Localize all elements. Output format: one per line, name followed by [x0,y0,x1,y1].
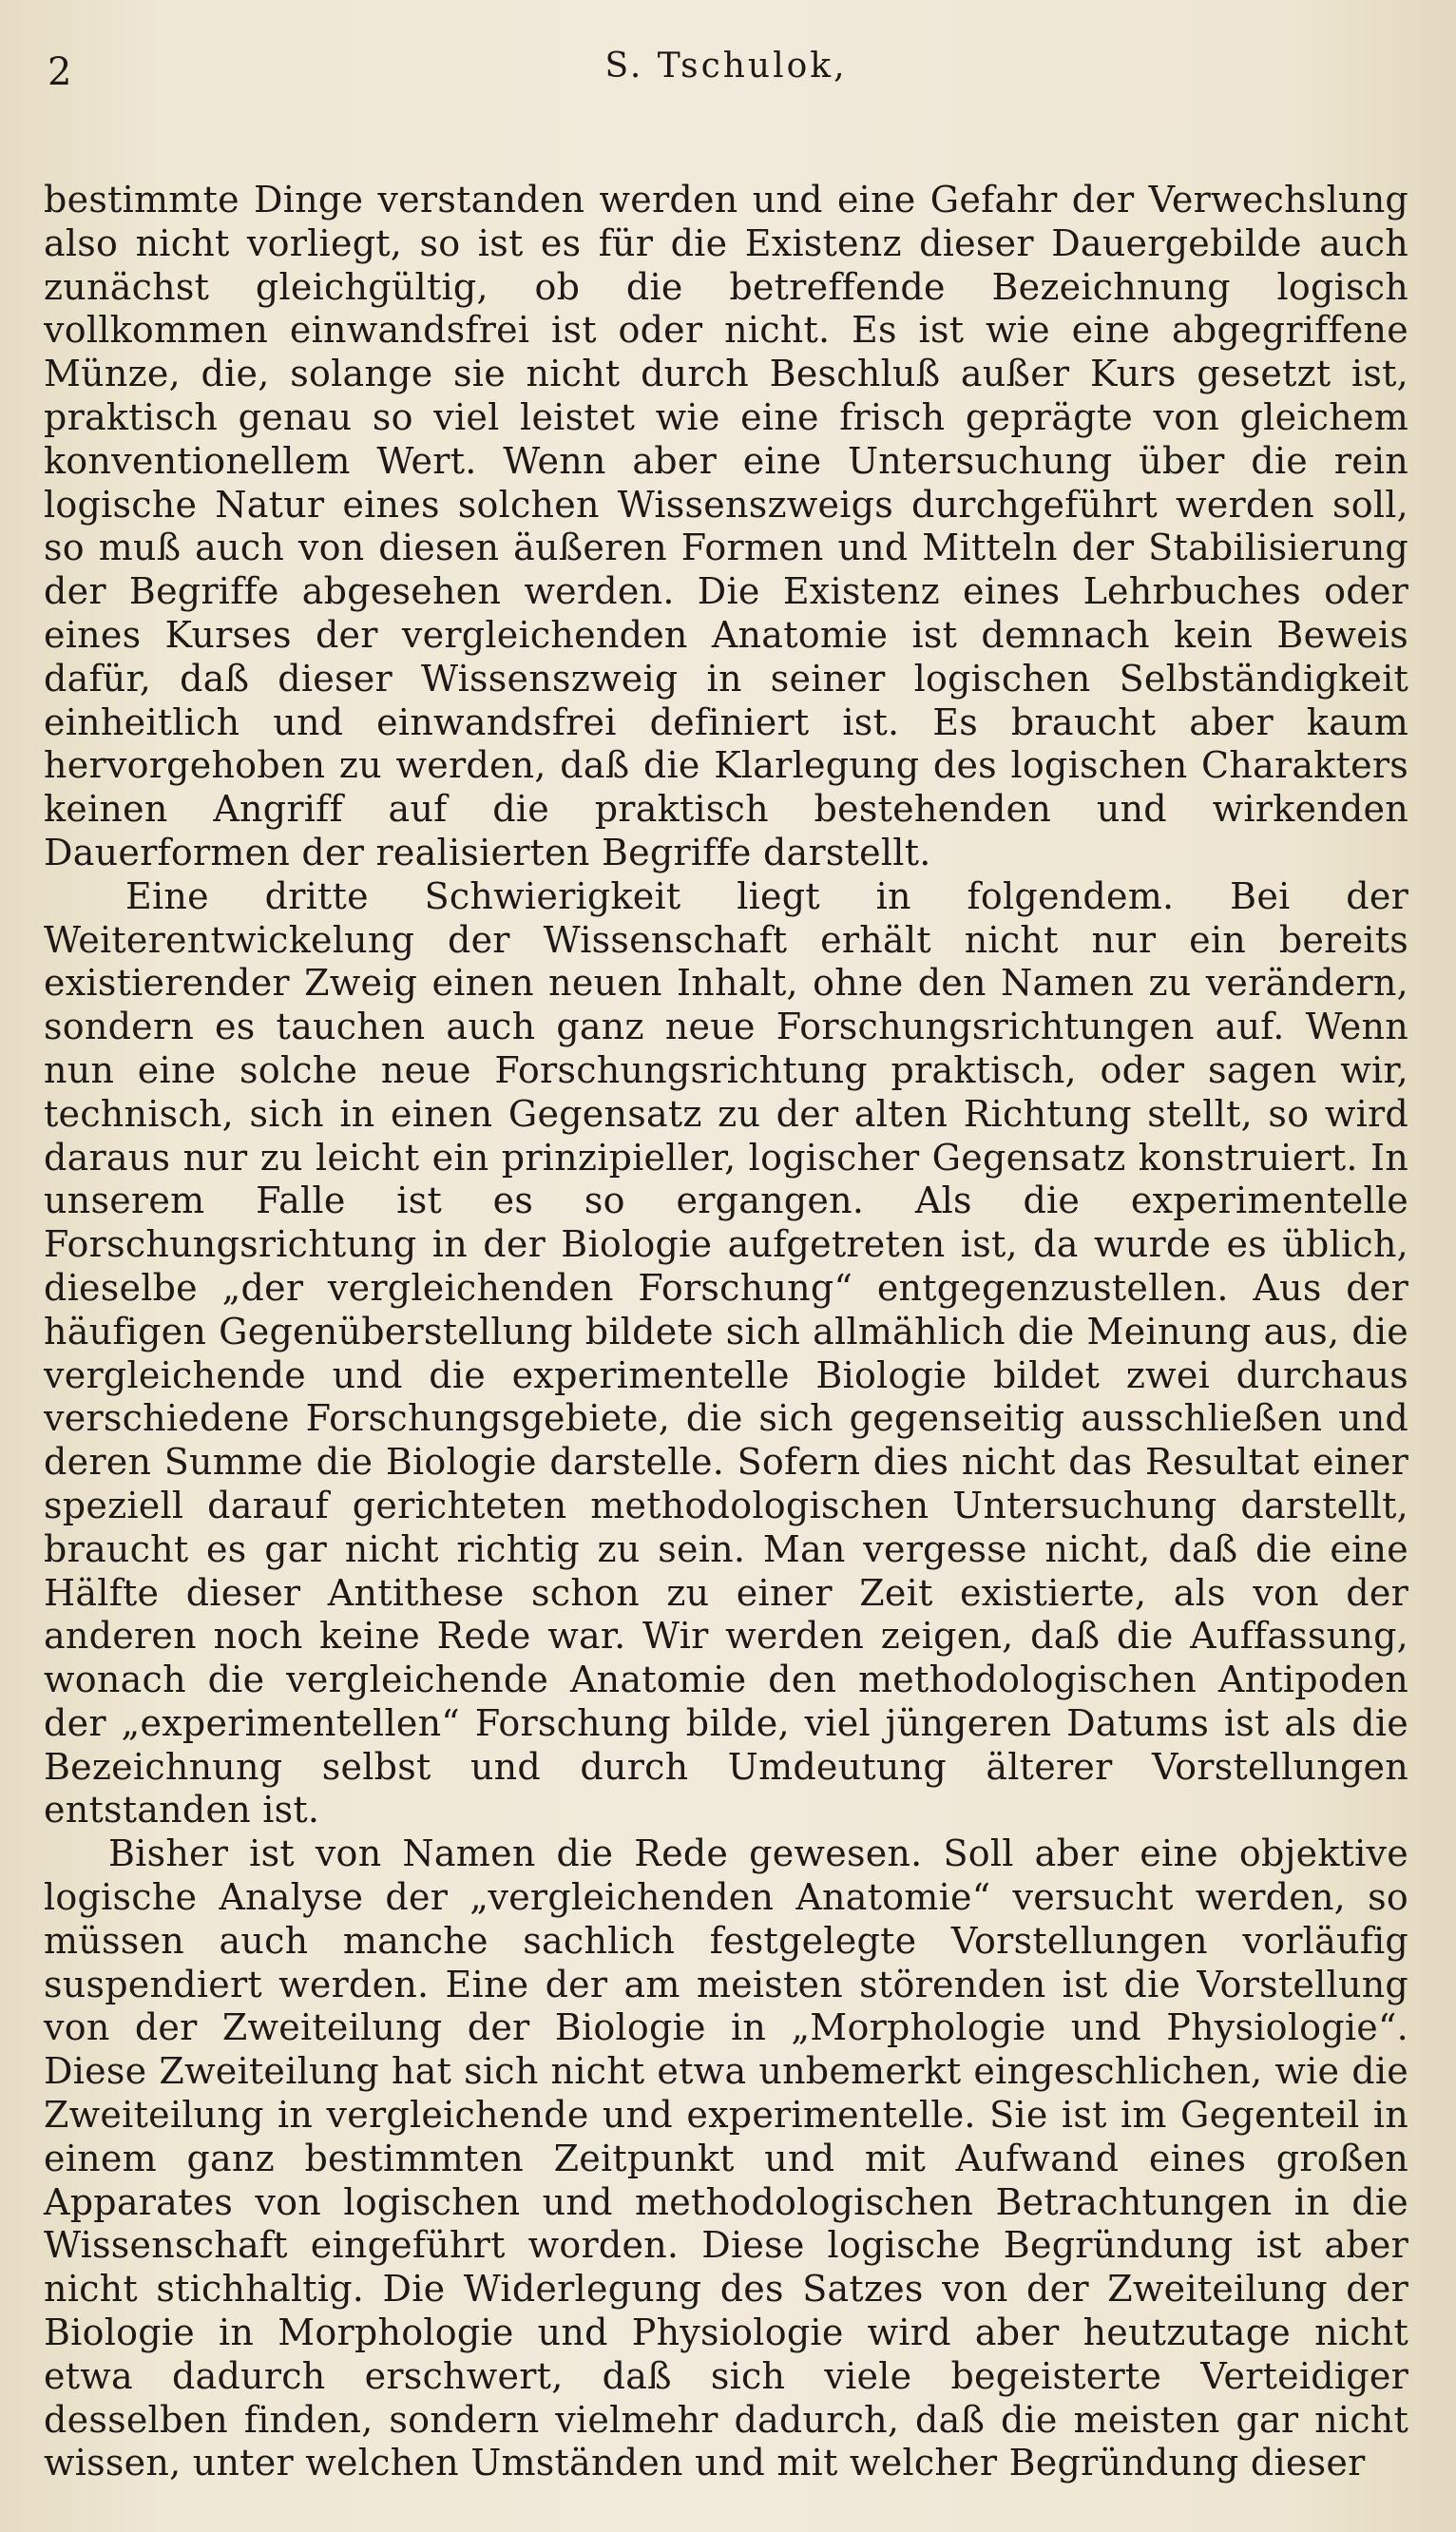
page-number: 2 [48,50,72,94]
body-text [44,179,1408,2485]
paragraph-2: Eine dritte Schwierigkeit liegt in folgendem. Bei der Weiterentwickelung der Wissenschaft erhält nicht nur ein bereits existierender Zweig einen neuen Inhalt, ohne den Namen zu verändern, sondern es tauchen auch ganz neue Forschungsrichtungen auf. Wenn nun eine solche neue Forschungsrichtung praktisch, oder sagen wir, technisch, sich in einen Gegensatz zu der alten Richtung stellt, so wird daraus nur zu leicht ein prinzipieller, logischer Gegensatz konstruiert. In unserem Falle ist es so ergangen. Als die experimentelle Forschungsrichtung in der Biologie aufgetreten ist, da wurde es üblich, dieselbe „der vergleichenden Forschung“ entgegenzustellen. Aus der häufigen Gegenüberstellung bildete sich allmählich die Meinung aus, die vergleichende und die experimentelle Biologie bildet zwei durchaus verschiedene Forschungsgebiete, die sich gegenseitig ausschließen und deren Summe die Biologie darstelle. Sofern dies nicht das Resultat einer speziell darauf gerichteten methodologischen Untersuchung darstellt, braucht es gar nicht richtig zu sein. Man vergesse nicht, daß die eine Hälfte dieser Antithese schon zu einer Zeit existierte, als von der anderen noch keine Rede war. Wir werden zeigen, daß die Auffassung, wonach die vergleichende Anatomie den methodologischen Antipoden der „experimentellen“ Forschung bilde, viel jüngeren Datums ist als die Bezeichnung selbst und durch Umdeutung älterer Vorstellungen entstanden ist. [44,874,1408,1832]
paragraph-1: bestimmte Dinge verstanden werden und eine Gefahr der Verwechslung also nicht vorliegt, so ist es für die Existenz dieser Dauergebilde auch zunächst gleichgültig, ob die betreffende Bezeichnung logisch vollkommen einwandsfrei ist oder nicht. Es ist wie eine abgegriffene Münze, die, solange sie nicht durch Beschluß außer Kurs gesetzt ist, praktisch genau so viel leistet wie eine frisch geprägte von gleichem konventionellem Wert. Wenn aber eine Untersuchung über die rein logische Natur eines solchen Wissenszweigs durchgeführt werden soll, so muß auch von diesen äußeren Formen und Mitteln der Stabilisierung der Begriffe abgesehen werden. Die Existenz eines Lehrbuches oder eines Kurses der vergleichenden Anatomie ist demnach kein Beweis dafür, daß dieser Wissenszweig in seiner logischen Selbständigkeit einheitlich und einwandsfrei definiert ist. Es braucht aber kaum hervorgehoben zu werden, daß die Klarlegung des logischen Charakters keinen Angriff auf die praktisch bestehenden und wirkenden Dauerformen der realisierten Begriffe darstellt. [44,179,1408,873]
running-head [44,42,1408,124]
paragraph-3: Bisher ist von Namen die Rede gewesen. Soll aber eine objektive logische Analyse der „vergleichenden Anatomie“ versucht werden, so müssen auch manche sachlich festgelegte Vorstellungen vorläufig suspendiert werden. Eine der am meisten störenden ist die Vorstellung von der Zweiteilung der Biologie in „Morphologie und Physiologie“. Diese Zweiteilung hat sich nicht etwa unbemerkt eingeschlichen, wie die Zweiteilung in vergleichende und experimentelle. Sie ist im Gegenteil in einem ganz bestimmten Zeitpunkt und mit Aufwand eines großen Apparates von logischen und methodologischen Betrachtungen in die Wissenschaft eingeführt worden. Diese logische Begründung ist aber nicht stichhaltig. Die Widerlegung des Satzes von der Zweiteilung der Biologie in Morphologie und Physiologie wird aber heutzutage nicht etwa dadurch erschwert, daß sich viele begeisterte Verteidiger desselben finden, sondern vielmehr dadurch, daß die meisten gar nicht wissen, unter welchen Umständen und mit welcher Begründung dieser [44,1832,1408,2484]
running-head-author: S. Tschulok, [604,47,848,86]
